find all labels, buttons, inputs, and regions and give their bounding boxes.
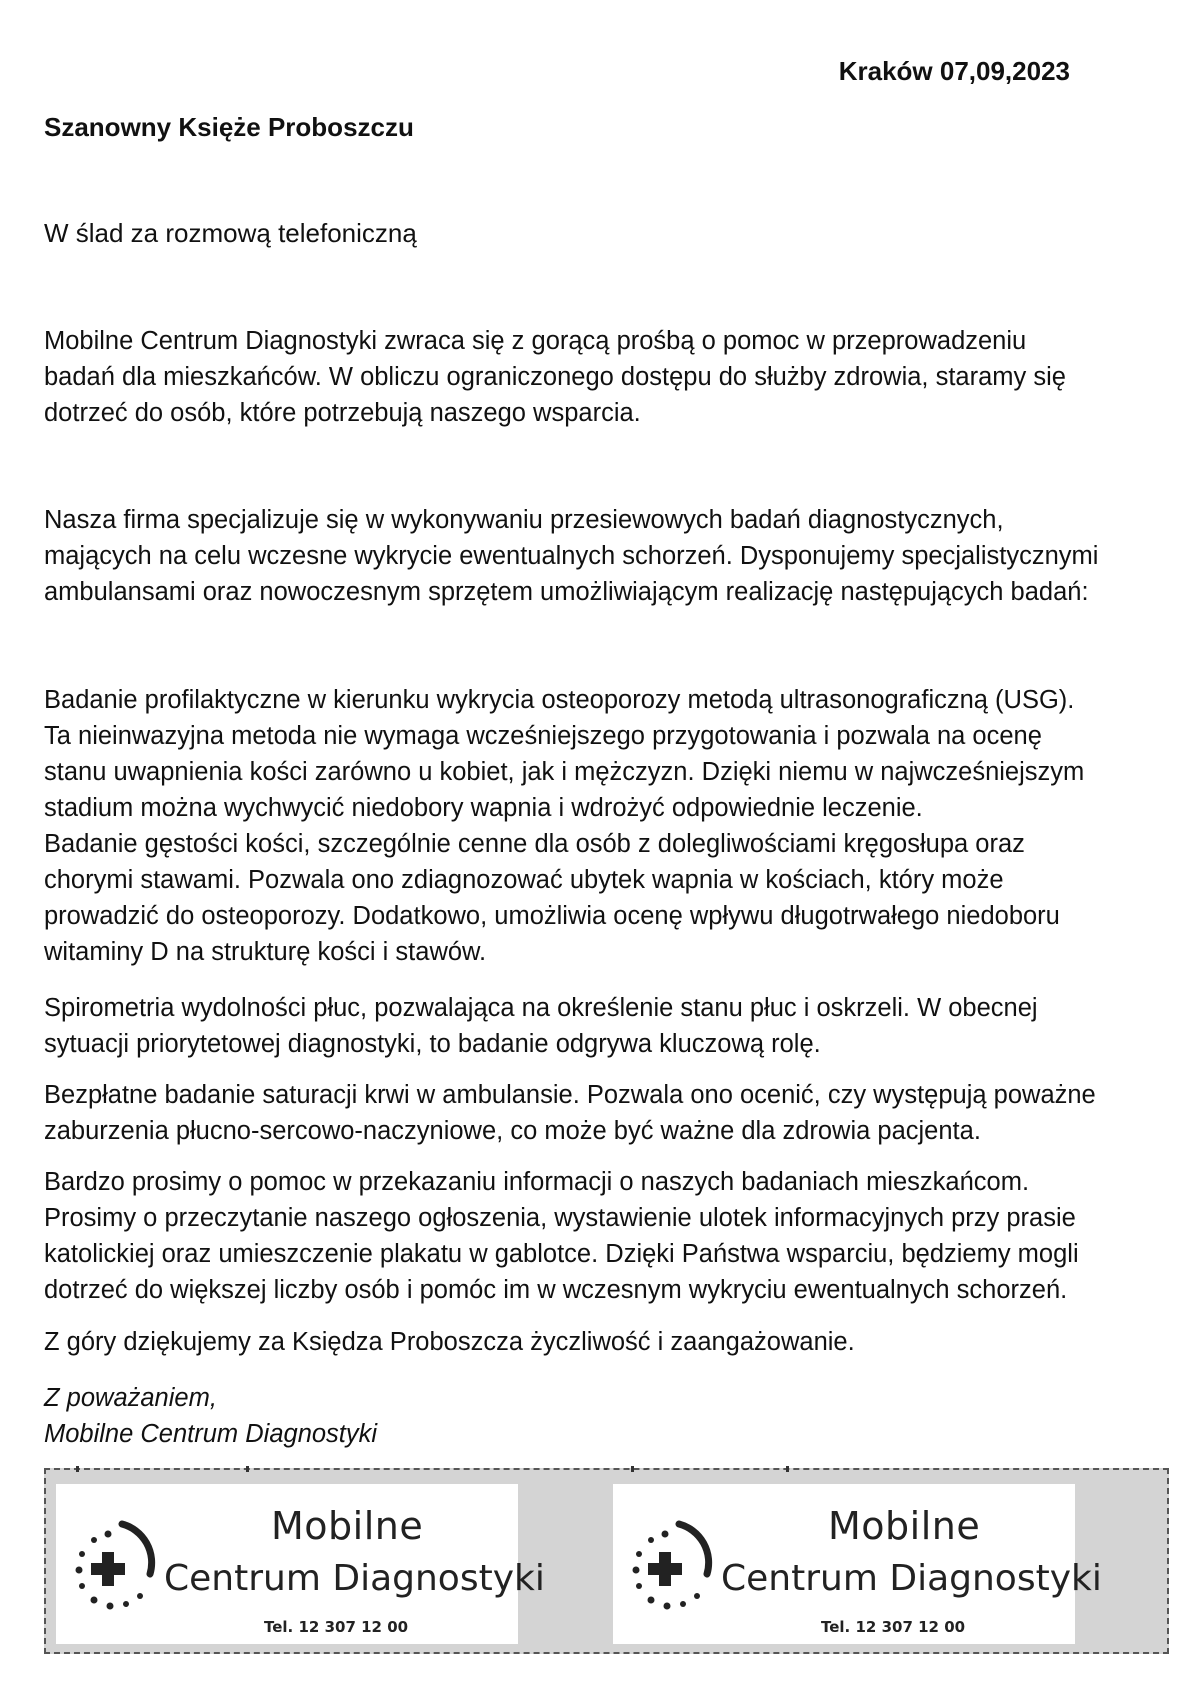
closing: Z poważaniem,: [44, 1384, 217, 1412]
company-banner: [44, 1468, 1169, 1654]
paragraph-5: [44, 1077, 1174, 1149]
text-line: Badanie gęstości kości, szczególnie cenne dla osób z dolegliwościami kręgosłupa oraz: [44, 830, 1025, 858]
signature-block: [44, 1380, 377, 1452]
paragraph-1: [44, 323, 1174, 431]
text-line: witaminy D na strukturę kości i stawów.: [44, 938, 487, 966]
text-line: ambulansami oraz nowoczesnym sprzętem umożliwiającym realizację następujących badań:: [44, 578, 1089, 606]
card-title-line1: Mobilne: [271, 1504, 424, 1548]
signature: Mobilne Centrum Diagnostyki: [44, 1420, 378, 1448]
text-line: Bardzo prosimy o pomoc w przekazaniu informacji o naszych badaniach mieszkańcom.: [44, 1168, 1030, 1196]
text-line: Mobilne Centrum Diagnostyki zwraca się z gorącą prośbą o pomoc w przeprowadzeniu: [44, 327, 1027, 355]
company-card: [56, 1484, 545, 1644]
text-line: stanu uwapnienia kości zarówno u kobiet, jak i mężczyzn. Dzięki niemu w najwcześniejszym: [44, 758, 1085, 786]
text-line: Bezpłatne badanie saturacji krwi w ambulansie. Pozwala ono ocenić, czy występują poważne: [44, 1081, 1096, 1109]
paragraph-3: [44, 682, 1174, 970]
text-line: badań dla mieszkańców. W obliczu ograniczonego dostępu do służby zdrowia, staramy się: [44, 363, 1066, 391]
letter-date: Kraków 07,09,2023: [838, 56, 1070, 86]
text-line: mających na celu wczesne wykrycie ewentualnych schorzeń. Dysponujemy specjalistycznymi: [44, 542, 1099, 570]
company-card: [613, 1484, 1102, 1644]
text-line: stadium można wychwycić niedobory wapnia i wdrożyć odpowiednie leczenie.: [44, 794, 923, 822]
paragraph-4: [44, 990, 1174, 1062]
text-line: chorymi stawami. Pozwala ono zdiagnozować ubytek wapnia w kościach, który może: [44, 866, 1004, 894]
paragraph-2: [44, 502, 1174, 610]
paragraph-6: [44, 1164, 1174, 1308]
text-line: Ta nieinwazyjna metoda nie wymaga wcześniejszego przygotowania i pozwala na ocenę: [44, 722, 1042, 750]
card-title-line2: Centrum Diagnostyki: [164, 1558, 545, 1599]
intro-line: W ślad za rozmową telefoniczną: [44, 218, 417, 248]
text-line: sytuacji priorytetowej diagnostyki, to badanie odgrywa kluczową rolę.: [44, 1030, 821, 1058]
text-line: katolickiej oraz umieszczenie plakatu w gablotce. Dzięki Państwa wsparciu, będziemy mogli: [44, 1240, 1079, 1268]
card-phone: Tel. 12 307 12 00: [821, 1618, 966, 1636]
banner-crop-marks: [46, 1466, 1167, 1472]
card-title-line2: Centrum Diagnostyki: [721, 1558, 1102, 1599]
medical-cross-logo-icon: [70, 1512, 170, 1622]
text-line: Badanie profilaktyczne w kierunku wykrycia osteoporozy metodą ultrasonograficzną (USG).: [44, 686, 1075, 714]
text-line: dotrzeć do osób, które potrzebują naszego wsparcia.: [44, 399, 641, 427]
text-line: Spirometria wydolności płuc, pozwalająca na określenie stanu płuc i oskrzeli. W obecnej: [44, 994, 1038, 1022]
card-title-line1: Mobilne: [828, 1504, 981, 1548]
medical-cross-logo-icon: [627, 1512, 727, 1622]
text-line: Prosimy o przeczytanie naszego ogłoszenia, wystawienie ulotek informacyjnych przy prasie: [44, 1204, 1076, 1232]
paragraph-7: [44, 1324, 1174, 1360]
text-line: Nasza firma specjalizuje się w wykonywaniu przesiewowych badań diagnostycznych,: [44, 506, 1004, 534]
text-line: zaburzenia płucno-sercowo-naczyniowe, co może być ważne dla zdrowia pacjenta.: [44, 1117, 981, 1145]
text-line: prowadzić do osteoporozy. Dodatkowo, umożliwia ocenę wpływu długotrwałego niedoboru: [44, 902, 1060, 930]
text-line: Z góry dziękujemy za Księdza Proboszcza życzliwość i zaangażowanie.: [44, 1328, 855, 1356]
text-line: dotrzeć do większej liczby osób i pomóc im w wczesnym wykryciu ewentualnych schorzeń.: [44, 1276, 1068, 1304]
card-phone: Tel. 12 307 12 00: [264, 1618, 409, 1636]
salutation: Szanowny Księże Proboszczu: [44, 112, 414, 142]
